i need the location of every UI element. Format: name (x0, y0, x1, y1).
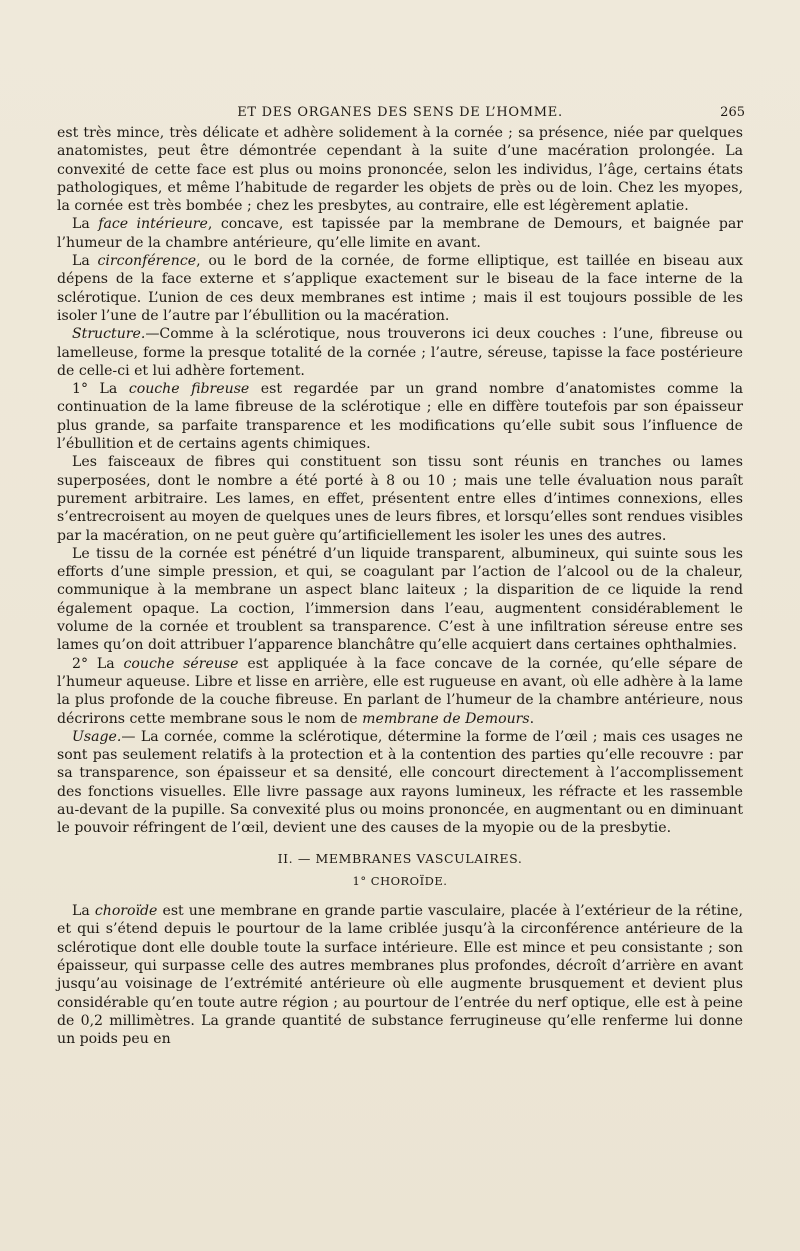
section-heading: II. — MEMBRANES VASCULAIRES. (277, 850, 523, 866)
paragraph-text: , concave, est tapissée par la membrane de Demours, et baignée par l’humeur de la chambre antérieure, qu’elle limite en avant. (57, 216, 743, 251)
paragraph-text: Les faisceaux de fibres qui constituent son tissu sont réunis en tranches ou lames superposées, dont le nombre a été porté à 8 ou 10 ; mais une telle évaluation nous paraît purement arbitraire. Les lames, en effet, présentent entre elles d’intimes connexions, elles s’entrecroisent au moyen de quelques unes de leurs fibres, et lorsqu’elles sont rendues visibles par la macération, on ne peut guère qu’artificiellement les isoler les unes des autres. (57, 454, 743, 544)
term-circonference: circonférence (97, 253, 197, 270)
paragraph-lead: La (72, 253, 98, 270)
paragraph-cornea-continuation (57, 124, 743, 215)
paragraph-lead: La (72, 903, 95, 920)
term-usage: Usage. (72, 728, 122, 745)
paragraph-text: Le tissu de la cornée est pénétré d’un liquide transparent, albumineux, qui suinte sous les efforts d’une simple pression, et qui, se coagulant par l’action de l’alcool ou de la chaleur, communique à la membrane un aspect blanc laiteux ; la disparition de ce liquide la rend également opaque. La coction, l’immersion dans l’eau, augmentent considérablement le volume de la cornée et troublent sa transparence. C’est à une infiltration séreuse entre ses lames qu’on doit attribuer l’apparence blanchâtre qu’elle acquiert dans certaines ophthalmies. (57, 545, 743, 654)
paragraph-end: . (529, 710, 535, 727)
paragraph-fiber-bundles (57, 453, 743, 544)
paragraph-text: est très mince, très délicate et adhère solidement à la cornée ; sa présence, niée par quelques anatomistes, peut être démontrée cependant à la suite d’une macération prolongée. La convexité de cette face est plus ou moins prononcée, selon les individus, l’âge, certains états pathologiques, et même l’habitude de regarder les objets de près ou de loin. Chez les myopes, la cornée est très bombée ; chez les presbytes, au contraire, elle est légèrement aplatie. (57, 125, 743, 215)
running-title: ET DES ORGANES DES SENS DE L’HOMME. (237, 105, 563, 120)
subsection-heading: 1° CHOROÏDE. (352, 873, 448, 888)
paragraph-text: est appliquée à la face concave de la cornée, qu’elle sépare de l’humeur aqueuse. Libre et lisse en arrière, elle est rugueuse en avant, où elle adhère à la lame la plus profonde de la couche fibreuse. En parlant de l’humeur de la chambre antérieure, nous décrirons cette membrane sous le nom de (57, 655, 743, 727)
term-choroide: choroïde (94, 903, 158, 920)
term-face-interieure: face intérieure (98, 216, 208, 233)
term-membrane-de-demours: membrane de Demours (362, 710, 530, 727)
paragraph-text: , ou le bord de la cornée, de forme elliptique, est taillée en biseau aux dépens de la face externe et s’applique exactement sur le biseau de la face interne de la sclérotique. L’union de ces deux membranes est intime ; mais il est toujours possible de les isoler l’une de l’autre par l’ébullition ou la macération. (57, 253, 743, 324)
paragraph-lead: 2° La (72, 655, 124, 672)
paragraph-text: est regardée par un grand nombre d’anatomistes comme la continuation de la lame fibreuse de la sclérotique ; elle en diffère toutefois par son épaisseur plus grande, sa parfaite transparence et les modifications qu’elle subit sous l’influence de l’ébullition et de certains agents chimiques. (57, 381, 743, 453)
paragraph-structure (57, 325, 743, 380)
body-text (57, 124, 743, 1049)
paragraph-circumference (57, 252, 743, 325)
term-structure: Structure. (72, 326, 146, 343)
paragraph-fibrous-layer (57, 380, 743, 453)
term-couche-fibreuse: couche fibreuse (128, 381, 250, 398)
paragraph-text: — La cornée, comme la sclérotique, détermine la forme de l’œil ; mais ces usages ne sont pas seulement relatifs à la protection et à la contention des parties qu’elle recouvre : par sa transparence, son épaisseur et sa densité, elle concourt directement à l’accomplissement des fonctions visuelles. Elle livre passage aux rayons lumineux, les réfracte et les rassemble au-devant de la pupille. Sa convexité plus ou moins prononcée, en augmentant ou en diminuant le pouvoir réfringent de l’œil, devient une des causes de la myopie ou de la presbytie. (57, 728, 743, 837)
paragraph-text: —Comme à la sclérotique, nous trouverons ici deux couches : l’une, fibreuse ou lamelleuse, forme la presque totalité de la cornée ; l’autre, séreuse, tapisse la face postérieure de celle-ci et lui adhère fortement. (57, 326, 743, 379)
paragraph-text: est une membrane en grande partie vasculaire, placée à l’extérieur de la rétine, et qui s’étend depuis le pourtour de la lame criblée jusqu’à la circonférence antérieure de la sclérotique dont elle double toute la surface intérieure. Elle est mince et peu consistante ; son épaisseur, qui surpasse celle des autres membranes plus profondes, décroît d’arrière en avant jusqu’au voisinage de l’extrémité antérieure où elle augmente brusquement et devient plus considérable qu’en toute autre région ; au pourtour de l’entrée du nerf optique, elle est à peine de 0,2 millimètres. La grande quantité de substance ferrugineuse qu’elle renferme lui donne un poids peu en (57, 903, 743, 1048)
page-number: 265 (720, 105, 745, 120)
paragraph-cornea-tissue (57, 545, 743, 655)
paragraph-choroid (57, 902, 743, 1048)
paragraph-inner-face (57, 215, 743, 252)
paragraph-serous-layer (57, 655, 743, 728)
term-couche-sereuse: couche séreuse (123, 655, 239, 672)
paragraph-usage (57, 728, 743, 838)
paragraph-lead: La (72, 216, 99, 233)
paragraph-lead: 1° La (72, 381, 129, 398)
running-head (0, 105, 800, 125)
